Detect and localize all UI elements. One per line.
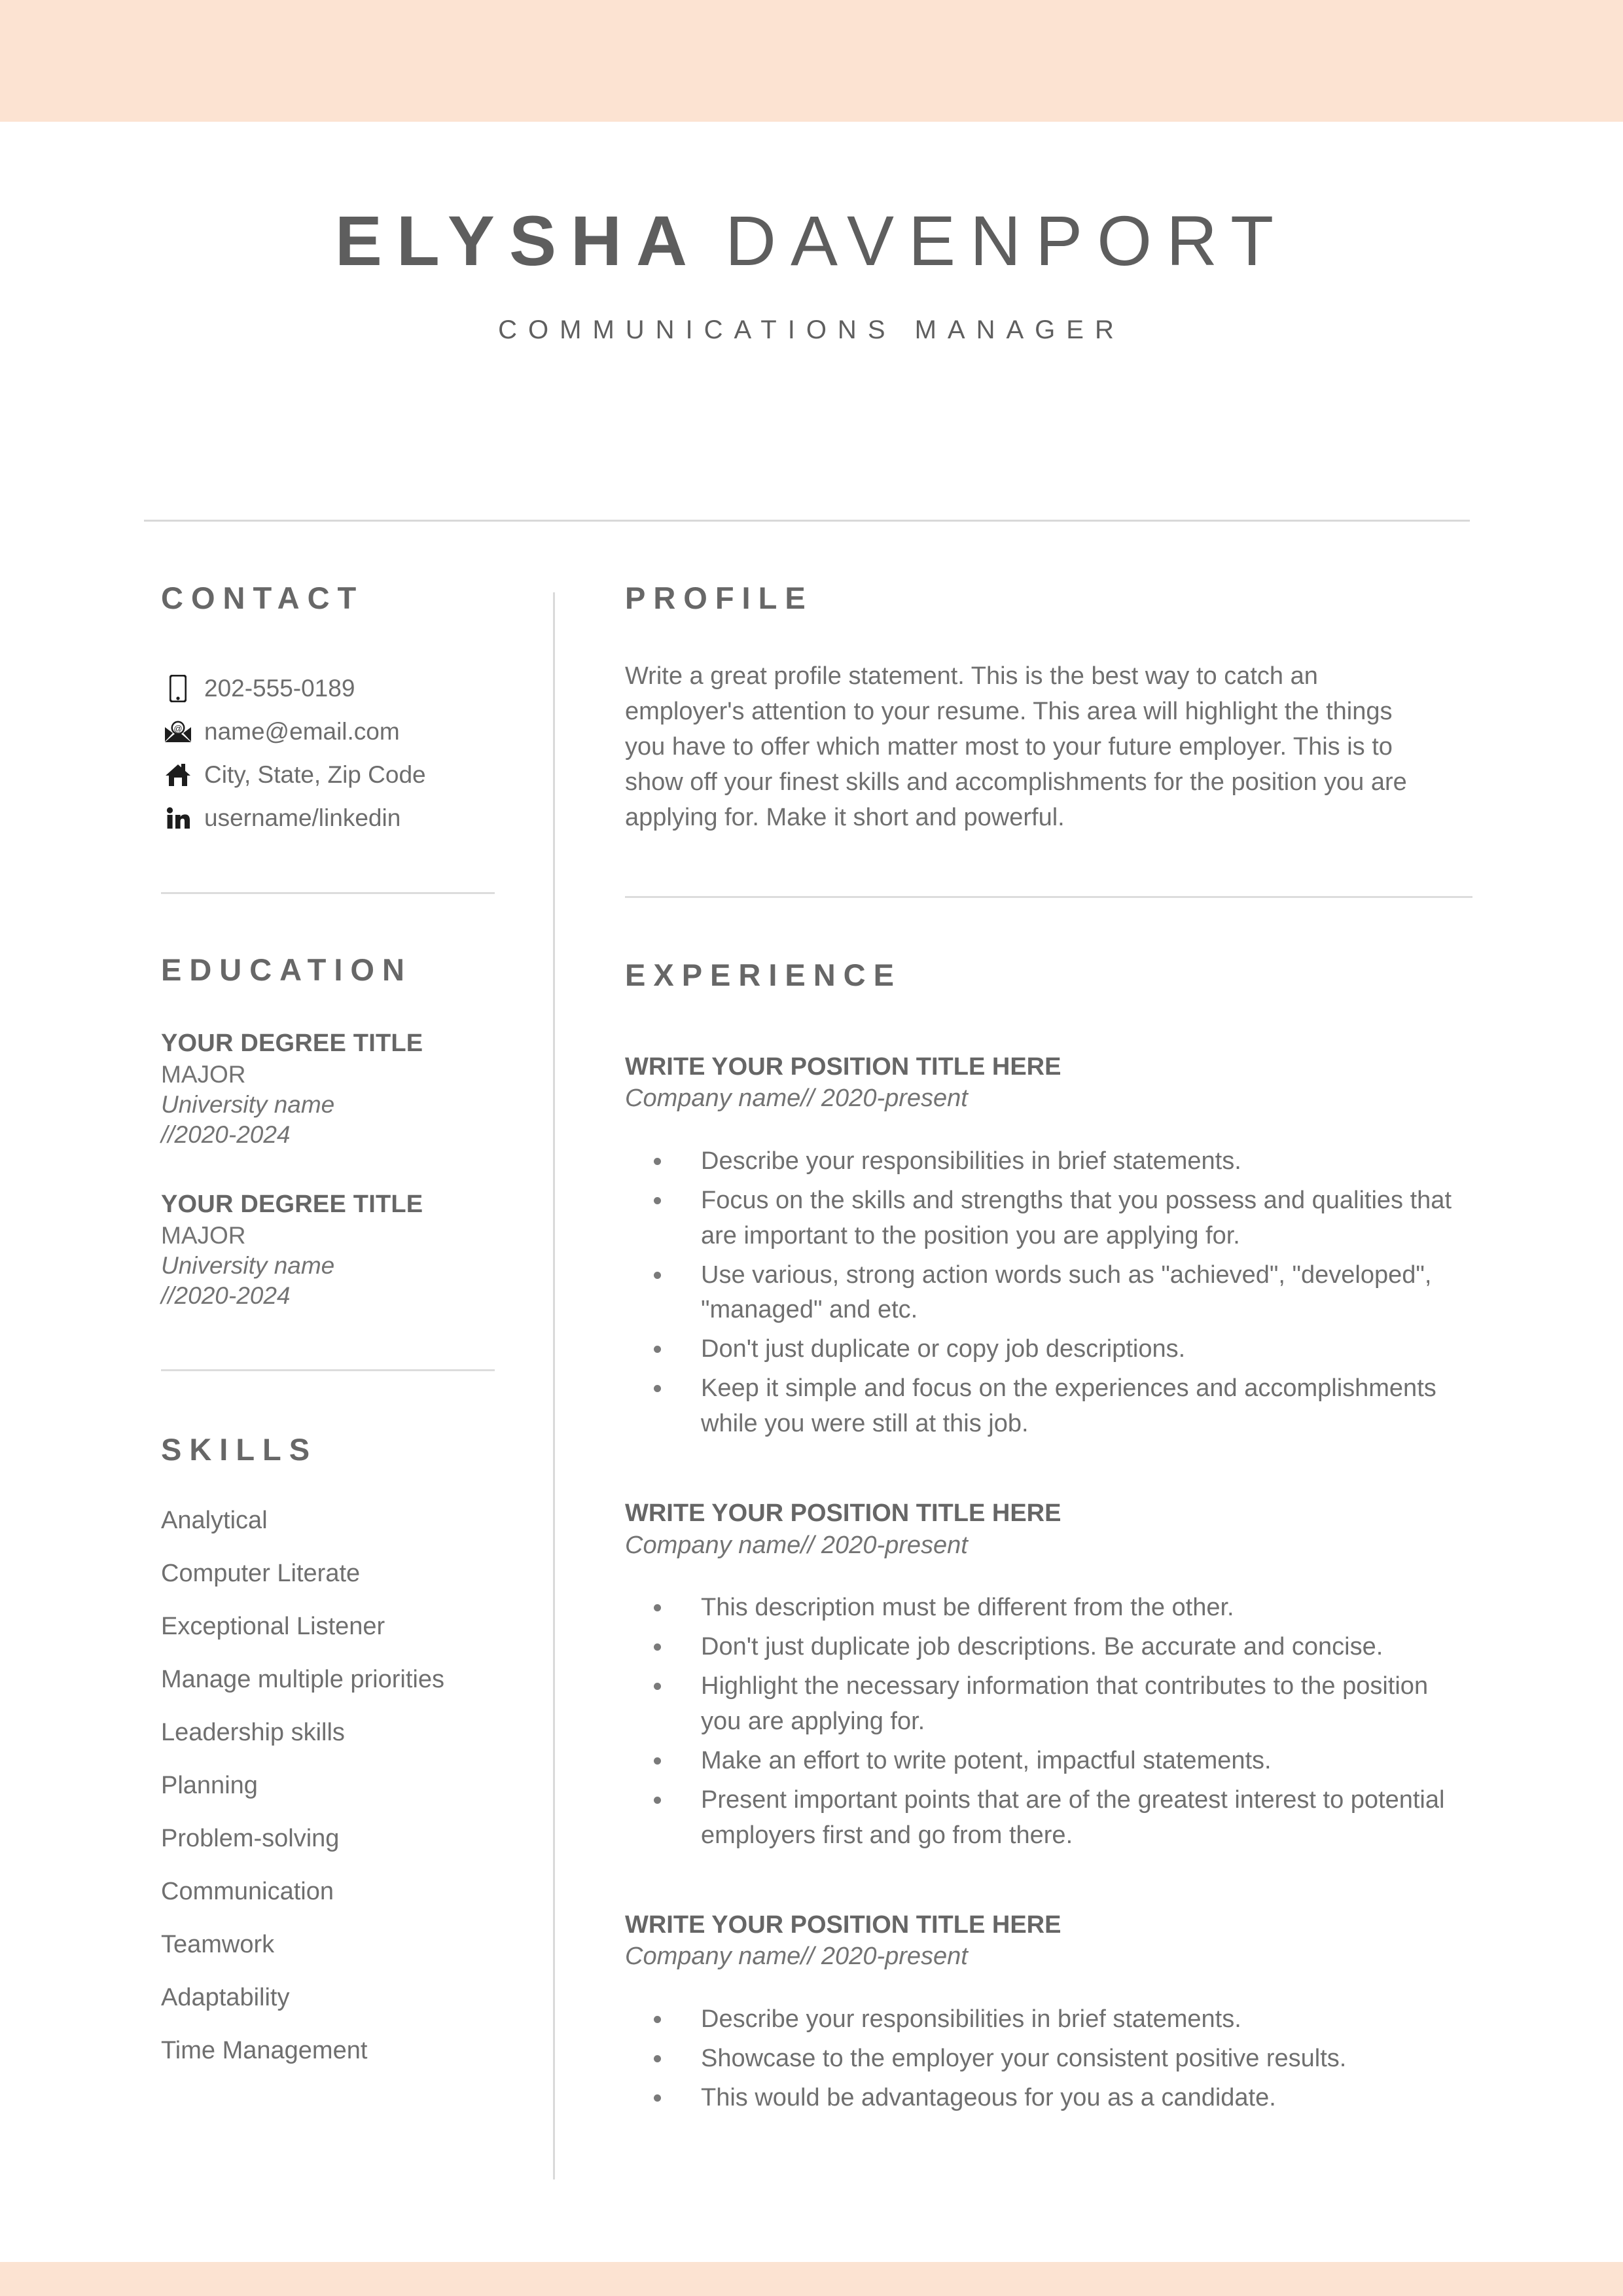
job-title: COMMUNICATIONS MANAGER — [498, 315, 1125, 344]
contact-value-phone: 202-555-0189 — [204, 675, 355, 702]
last-name: DAVENPORT — [725, 201, 1289, 280]
skill-item: Time Management — [161, 2036, 368, 2064]
experience-item — [625, 1052, 1472, 1443]
experience-bullet: Describe your responsibilities in brief statements. — [625, 1144, 1472, 1179]
education-university: University name — [161, 1090, 335, 1118]
contact-list — [161, 667, 501, 840]
resume-page — [0, 122, 1623, 2262]
experience-bullet: Keep it simple and focus on the experiences and accomplishments while you were still at this job. — [625, 1371, 1472, 1442]
top-banner — [0, 0, 1623, 122]
candidate-name — [0, 201, 1623, 280]
education-dates: //2020-2024 — [161, 1121, 291, 1148]
education-item — [161, 1189, 501, 1311]
skill-item: Leadership skills — [161, 1718, 345, 1746]
contact-value-address: City, State, Zip Code — [204, 761, 426, 788]
skill-item: Teamwork — [161, 1930, 275, 1958]
skill-item: Manage multiple priorities — [161, 1665, 444, 1693]
column-divider — [553, 592, 555, 2179]
contact-row-address[interactable] — [161, 753, 501, 797]
education-dates: //2020-2024 — [161, 1282, 291, 1310]
skills-divider — [161, 1369, 495, 1371]
experience-divider — [625, 896, 1472, 898]
experience-bullet: Present important points that are of the greatest interest to potential employers first and go from there. — [625, 1783, 1472, 1854]
experience-bullets — [625, 2002, 1472, 2116]
education-major: MAJOR — [161, 1060, 246, 1088]
bottom-banner — [0, 2262, 1623, 2296]
experience-bullet: Focus on the skills and strengths that you possess and qualities that are important to the position you are applying for. — [625, 1183, 1472, 1254]
home-icon — [161, 762, 195, 787]
skill-item: Analytical — [161, 1506, 268, 1534]
contact-row-phone[interactable] — [161, 667, 501, 710]
experience-bullet: Describe your responsibilities in brief statements. — [625, 2002, 1472, 2037]
experience-company: Company name// 2020-present — [625, 1531, 968, 1559]
education-heading: EDUCATION — [161, 952, 412, 987]
profile-text: Write a great profile statement. This is the best way to catch an employer's attention to your resume. This area will highlight the things you have to offer which matter most to your future employer. This is to show off your finest skills and accomplishments for the position you are applying for. Make it short and powerful. — [625, 662, 1407, 831]
experience-title: WRITE YOUR POSITION TITLE HERE — [625, 1052, 1061, 1081]
contact-value-email: name@email.com — [204, 718, 400, 745]
linkedin-icon — [161, 806, 195, 831]
contact-row-linkedin[interactable] — [161, 797, 501, 840]
education-degree: YOUR DEGREE TITLE — [161, 1030, 423, 1057]
contact-heading: CONTACT — [161, 581, 365, 615]
right-column — [625, 580, 1472, 2120]
experience-item — [625, 1498, 1472, 1854]
experience-bullet: Showcase to the employer your consistent positive results. — [625, 2041, 1472, 2077]
phone-icon — [161, 675, 195, 702]
contact-row-email[interactable] — [161, 710, 501, 753]
experience-bullet: Highlight the necessary information that contributes to the position you are applying for. — [625, 1669, 1472, 1740]
contact-value-linkedin: username/linkedin — [204, 804, 401, 831]
email-icon — [161, 720, 195, 744]
svg-text:@: @ — [173, 723, 183, 734]
experience-bullet: Make an effort to write potent, impactful statements. — [625, 1744, 1472, 1779]
experience-bullet: Use various, strong action words such as "achieved", "developed", "managed" and etc. — [625, 1258, 1472, 1329]
education-degree: YOUR DEGREE TITLE — [161, 1191, 423, 1219]
skill-item: Adaptability — [161, 1983, 290, 2011]
experience-bullet: Don't just duplicate or copy job descriptions. — [625, 1332, 1472, 1367]
skill-item: Communication — [161, 1877, 334, 1905]
skill-item: Exceptional Listener — [161, 1612, 385, 1640]
first-name: ELYSHA — [334, 201, 702, 280]
skill-item: Problem-solving — [161, 1824, 340, 1852]
skills-list — [161, 1508, 501, 2063]
skill-item: Computer Literate — [161, 1559, 361, 1587]
experience-bullets — [625, 1144, 1472, 1443]
experience-bullet: Don't just duplicate job descriptions. Be accurate and concise. — [625, 1630, 1472, 1665]
experience-title: WRITE YOUR POSITION TITLE HERE — [625, 1499, 1061, 1528]
experience-item — [625, 1910, 1472, 2116]
resume-header — [0, 122, 1623, 345]
education-divider — [161, 892, 495, 894]
experience-company: Company name// 2020-present — [625, 1943, 968, 1971]
header-divider — [144, 520, 1470, 522]
education-university: University name — [161, 1252, 335, 1279]
experience-bullet: This would be advantageous for you as a candidate. — [625, 2081, 1472, 2116]
left-column — [161, 580, 501, 2091]
skills-heading: SKILLS — [161, 1431, 318, 1467]
experience-bullets — [625, 1590, 1472, 1854]
experience-company: Company name// 2020-present — [625, 1085, 968, 1113]
education-item — [161, 1028, 501, 1150]
experience-heading: EXPERIENCE — [625, 957, 902, 992]
profile-heading: PROFILE — [625, 581, 813, 615]
skill-item: Planning — [161, 1771, 258, 1799]
education-major: MAJOR — [161, 1221, 246, 1249]
experience-bullet: This description must be different from the other. — [625, 1590, 1472, 1626]
experience-title: WRITE YOUR POSITION TITLE HERE — [625, 1910, 1061, 1939]
